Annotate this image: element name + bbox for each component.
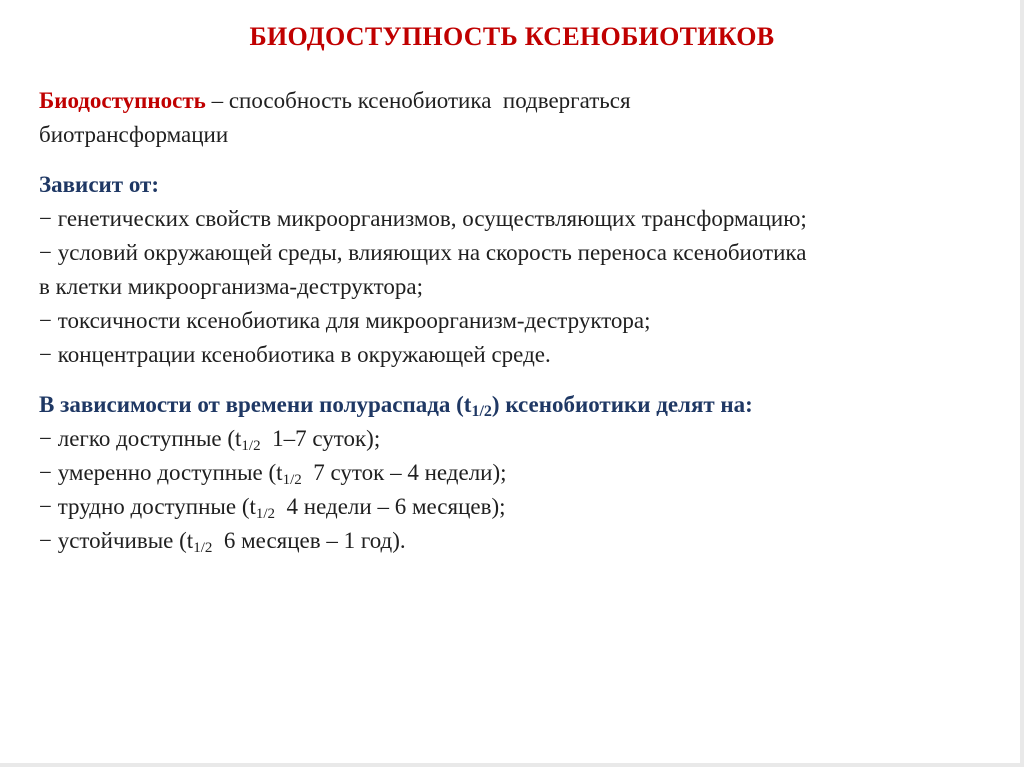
list-item [39,456,999,490]
definition-term: Биодоступность [39,88,206,113]
subscript: 1/2 [193,540,213,556]
definition-line-1 [39,84,999,118]
depends-block [39,168,999,372]
list-item-text-end: 1–7 суток); [260,426,381,451]
list-item [39,524,999,558]
halflife-heading-text: В зависимости от времени полураспада (t [39,392,472,417]
list-item-text: − легко доступные (t [39,426,242,451]
halflife-heading [39,388,999,422]
list-item-text: − устойчивые (t [39,528,194,553]
subscript: 1/2 [282,472,302,488]
depends-heading: Зависит от: [39,172,159,197]
list-item: − токсичности ксенобиотика для микроорганизм-деструктора; [39,308,651,333]
list-item [39,422,999,456]
list-item-text: − умеренно доступные (t [39,460,283,485]
slide-body [39,84,999,558]
list-item: − концентрации ксенобиотика в окружающей среде. [39,342,551,367]
halflife-block [39,388,999,558]
list-item-text-end: 7 суток – 4 недели); [301,460,507,485]
slide-title: БИОДОСТУПНОСТЬ КСЕНОБИОТИКОВ [249,22,775,51]
list-item [39,490,999,524]
definition-line-2: биотрансформации [39,122,229,147]
halflife-heading-subscript: 1/2 [471,403,492,420]
list-item-text: − трудно доступные (t [39,494,256,519]
list-item: − условий окружающей среды, влияющих на скорость переноса ксенобиотика [39,240,807,265]
list-item-text-end: 4 недели – 6 месяцев); [275,494,506,519]
list-item: − генетических свойств микроорганизмов, осуществляющих трансформацию; [39,206,807,231]
list-item: в клетки микроорганизма-деструктора; [39,274,424,299]
subscript: 1/2 [241,438,261,454]
subscript: 1/2 [255,506,276,522]
halflife-heading-text-end: ) ксенобиотики делят на: [491,392,753,417]
definition-block [39,84,999,152]
list-item-text-end: 6 месяцев – 1 год). [212,528,406,553]
definition-text: – способность ксенобиотика подвергаться [205,88,631,113]
